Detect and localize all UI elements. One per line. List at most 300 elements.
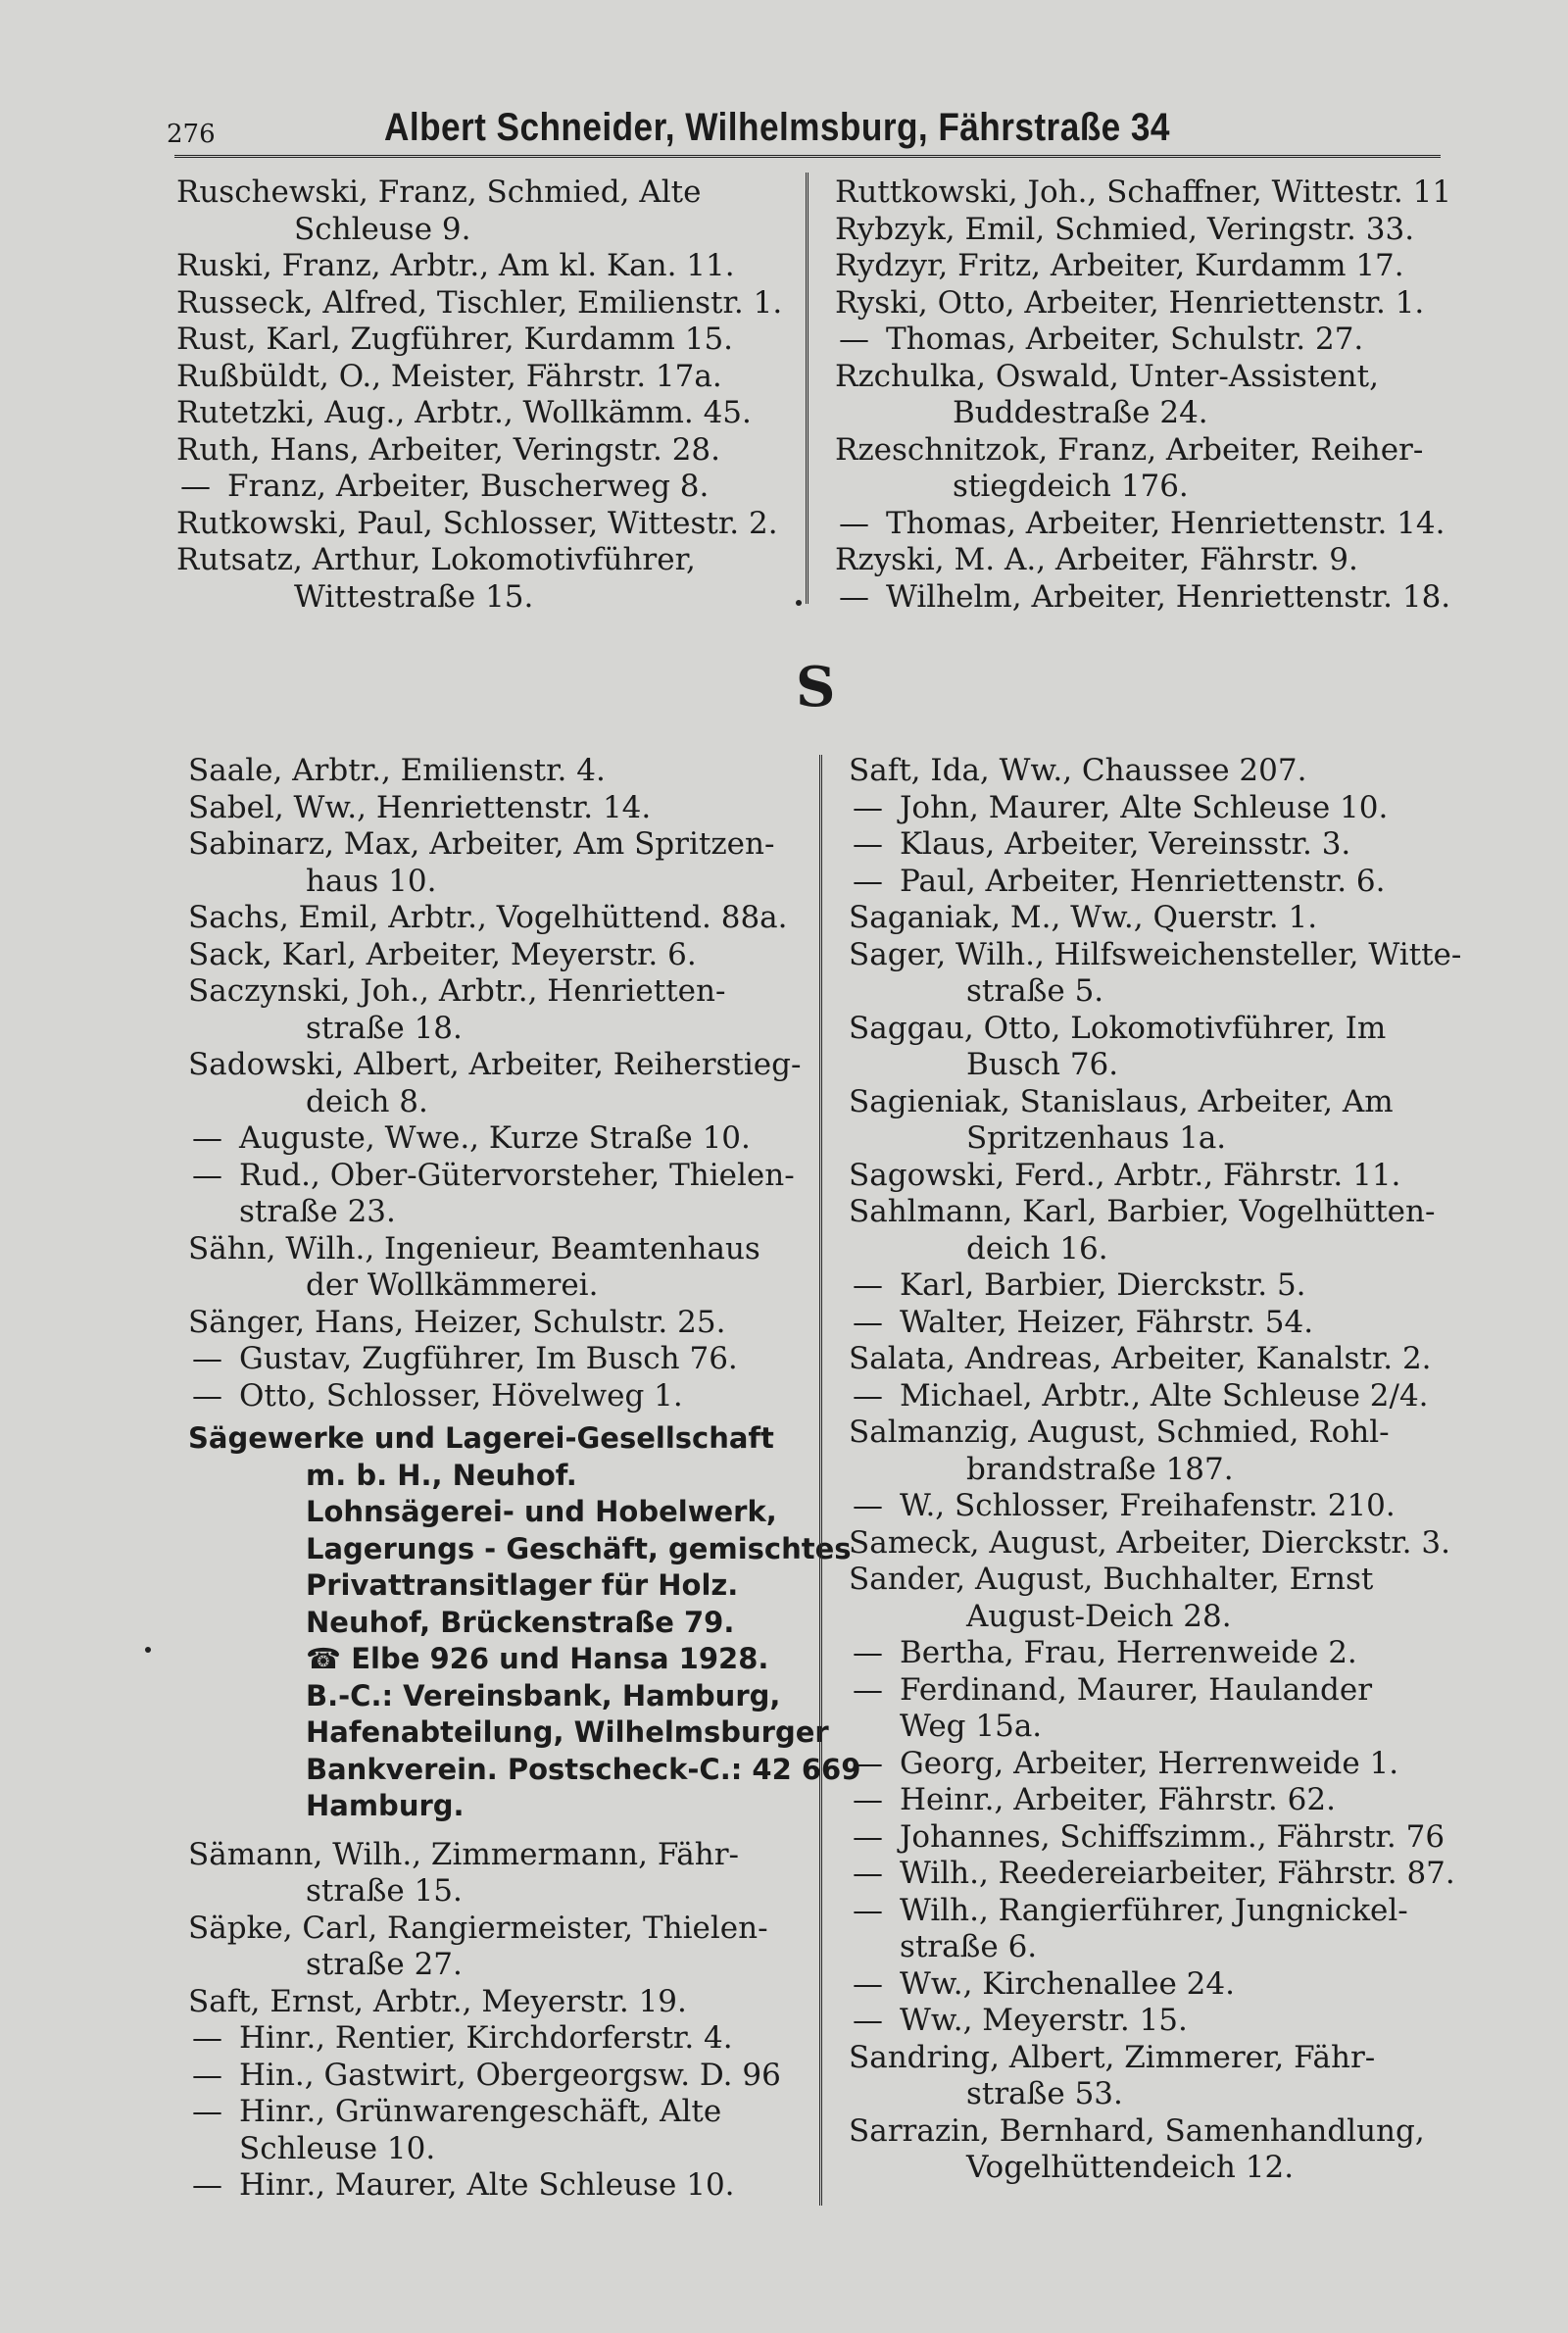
directory-entry <box>849 1893 1476 1966</box>
entry-line <box>849 2113 1476 2151</box>
directory-entry <box>176 395 804 432</box>
ditto-dash: — <box>839 322 869 357</box>
directory-entry <box>188 1341 815 1378</box>
ditto-dash: — <box>853 1377 883 1414</box>
directory-entry <box>849 1194 1476 1267</box>
directory-entry <box>849 1856 1476 1893</box>
ditto-dash: — <box>853 1856 883 1891</box>
entry-text: Johannes, Schiffszimm., Fährstr. 76 <box>900 1818 1446 1855</box>
directory-entry <box>835 359 1462 432</box>
entry-text: Sandring, Albert, Zimmerer, Fähr- <box>849 2039 1376 2075</box>
directory-entry <box>849 1305 1476 1342</box>
margin-dot <box>145 1647 151 1653</box>
firm-line: Privattransitlager für Holz. <box>306 1568 739 1602</box>
entry-continuation <box>188 1084 815 1121</box>
entry-text: Säpke, Carl, Rangiermeister, Thielen- <box>188 1910 768 1946</box>
entry-text: deich 16. <box>966 1230 1108 1266</box>
entry-text: Ryski, Otto, Arbeiter, Henriettenstr. 1. <box>835 284 1425 321</box>
entry-text: straße 5. <box>966 973 1104 1009</box>
entry-line <box>853 1856 1476 1893</box>
entry-text: Wilhelm, Arbeiter, Henriettenstr. 18. <box>886 578 1451 615</box>
directory-entry <box>188 1378 815 1415</box>
entry-line <box>192 2020 815 2058</box>
entry-line <box>849 1525 1476 1563</box>
entry-line <box>176 506 804 543</box>
entry-continuation <box>176 212 804 249</box>
entry-text: Saale, Arbtr., Emilienstr. 4. <box>188 753 606 788</box>
ditto-dash: — <box>839 578 869 615</box>
entry-line <box>849 2040 1476 2077</box>
entry-continuation <box>849 1231 1476 1268</box>
entry-text: W., Schlosser, Freihafenstr. 210. <box>900 1488 1396 1523</box>
entry-text: Busch 76. <box>966 1047 1119 1082</box>
directory-entry <box>188 1047 815 1120</box>
entry-line <box>849 1194 1476 1231</box>
entry-line <box>192 2167 815 2205</box>
directory-entry <box>835 506 1462 543</box>
entry-text: Walter, Heizer, Fährstr. 54. <box>900 1304 1314 1340</box>
entry-text: Saft, Ernst, Arbtr., Meyerstr. 19. <box>188 1983 687 2019</box>
entry-line <box>849 1341 1476 1378</box>
entry-continuation <box>239 1194 815 1231</box>
entry-text: Rzchulka, Oswald, Unter-Assistent, <box>835 358 1379 394</box>
entry-text: Saft, Ida, Ww., Chaussee 207. <box>849 753 1307 788</box>
entry-text: stiegdeich 176. <box>953 469 1189 504</box>
directory-entry <box>835 285 1462 323</box>
directory-entry <box>188 1158 815 1231</box>
entry-line <box>853 789 1476 827</box>
page-number: 276 <box>167 120 216 149</box>
section-letter: S <box>796 655 836 720</box>
entry-line <box>192 1341 815 1378</box>
entry-line <box>176 248 804 285</box>
entry-line <box>188 826 815 864</box>
entry-text: Rud., Ober-Gütervorsteher, Thielen- <box>239 1157 795 1193</box>
entry-line <box>835 212 1462 249</box>
firm-line: Hamburg. <box>306 1789 465 1822</box>
entry-text: Weg 15a. <box>900 1709 1043 1744</box>
entry-text: Michael, Arbtr., Alte Schleuse 2/4. <box>900 1377 1429 1414</box>
header-rule <box>174 155 1441 158</box>
entry-text: Rust, Karl, Zugführer, Kurdamm 15. <box>176 322 734 357</box>
ditto-dash: — <box>853 1635 883 1670</box>
entry-text: Ruttkowski, Joh., Schaffner, Wittestr. 11 <box>835 174 1452 210</box>
ditto-dash: — <box>853 1818 883 1855</box>
entry-text: straße 15. <box>306 1873 463 1909</box>
directory-entry <box>835 579 1462 617</box>
ditto-dash: — <box>853 826 883 862</box>
entry-text: Rutetzki, Aug., Arbtr., Wollkämm. 45. <box>176 395 752 430</box>
entry-continuation <box>849 1120 1476 1158</box>
ditto-dash: — <box>192 2094 222 2129</box>
directory-entry <box>176 432 804 470</box>
entry-text: Sack, Karl, Arbeiter, Meyerstr. 6. <box>188 936 697 972</box>
ditto-dash: — <box>853 1267 883 1303</box>
directory-entry <box>188 790 815 827</box>
entry-line <box>853 1267 1476 1305</box>
entry-text: Rutsatz, Arthur, Lokomotivführer, <box>176 542 696 577</box>
entry-text: Saczynski, Joh., Arbtr., Henrietten- <box>188 973 726 1009</box>
entry-line <box>835 248 1462 285</box>
ditto-dash: — <box>853 1488 883 1523</box>
directory-entry <box>188 1911 815 1984</box>
entry-text: Ww., Kirchenallee 24. <box>900 1965 1235 2002</box>
entries-top-left <box>176 174 804 616</box>
ditto-dash: — <box>853 863 883 899</box>
entry-line <box>176 395 804 432</box>
entries-top-right <box>835 174 1462 616</box>
firm-advert <box>188 1420 861 1825</box>
directory-entry <box>849 1562 1476 1635</box>
entry-text: Ruski, Franz, Arbtr., Am kl. Kan. 11. <box>176 248 735 283</box>
entry-line <box>853 1304 1476 1342</box>
entry-text: Wilh., Reedereiarbeiter, Fährstr. 87. <box>900 1856 1455 1891</box>
entry-text: Rzyski, M. A., Arbeiter, Fährstr. 9. <box>835 542 1358 577</box>
entry-text: Ruschewski, Franz, Schmied, Alte <box>176 174 702 210</box>
column-divider-bottom <box>819 755 822 2206</box>
entry-text: Sabel, Ww., Henriettenstr. 14. <box>188 789 652 825</box>
ditto-dash: — <box>192 1157 222 1193</box>
ditto-dash: — <box>192 1377 222 1414</box>
directory-entry <box>188 937 815 974</box>
entry-text: Sadowski, Albert, Arbeiter, Reiherstieg- <box>188 1047 802 1082</box>
entry-continuation <box>188 1873 815 1911</box>
entry-text: Vogelhüttendeich 12. <box>966 2150 1295 2185</box>
page-title: Albert Schneider, Wilhelmsburg, Fährstraße 34 <box>384 106 1170 149</box>
entry-text: Gustav, Zugführer, Im Busch 76. <box>239 1341 738 1376</box>
entry-text: Sachs, Emil, Arbtr., Vogelhüttend. 88a. <box>188 900 788 935</box>
entry-line <box>839 505 1462 543</box>
entry-continuation <box>900 1709 1476 1746</box>
directory-entry <box>849 1084 1476 1158</box>
directory-entry <box>849 1378 1476 1415</box>
directory-entry <box>849 790 1476 827</box>
directory-entry <box>849 2003 1476 2040</box>
entry-text: Rybzyk, Emil, Schmied, Veringstr. 33. <box>835 211 1415 247</box>
entry-line <box>176 542 804 579</box>
ditto-dash: — <box>853 1782 883 1817</box>
entry-text: Auguste, Wwe., Kurze Straße 10. <box>239 1120 751 1156</box>
entry-line <box>849 937 1476 974</box>
entry-line <box>176 432 804 470</box>
directory-entry <box>849 1415 1476 1488</box>
entry-line <box>835 285 1462 323</box>
entry-text: straße 18. <box>306 1010 463 1046</box>
entry-line <box>188 1047 815 1084</box>
entries-bottom-left-b <box>188 1837 815 2205</box>
entries-bottom-left <box>188 753 861 2205</box>
entry-text: straße 6. <box>900 1929 1038 1964</box>
entry-text: August-Deich 28. <box>966 1598 1232 1634</box>
entry-text: Sagieniak, Stanislaus, Arbeiter, Am <box>849 1083 1394 1119</box>
directory-entry <box>188 973 815 1047</box>
directory-entry <box>188 2020 815 2058</box>
directory-entry <box>176 542 804 616</box>
entry-continuation <box>835 469 1462 506</box>
entry-line <box>188 973 815 1011</box>
firm-line: Neuhof, Brückenstraße 79. <box>306 1605 735 1639</box>
entry-continuation <box>176 579 804 617</box>
entry-text: Salata, Andreas, Arbeiter, Kanalstr. 2. <box>849 1341 1432 1376</box>
entry-continuation <box>849 1599 1476 1636</box>
directory-entry <box>176 469 804 506</box>
entry-line <box>188 937 815 974</box>
entries-bottom-right <box>849 753 1476 2187</box>
directory-entry <box>176 248 804 285</box>
ditto-dash: — <box>853 1304 883 1340</box>
entry-text: straße 27. <box>306 1947 463 1982</box>
entry-text: haus 10. <box>306 863 437 899</box>
entry-line <box>853 1965 1476 2004</box>
directory-entry <box>188 1984 815 2021</box>
directory-entry <box>188 2167 815 2205</box>
entry-line <box>188 1984 815 2021</box>
directory-entry <box>835 322 1462 359</box>
entry-text: Ruth, Hans, Arbeiter, Veringstr. 28. <box>176 431 720 468</box>
entry-line <box>853 863 1476 901</box>
entry-text: Saggau, Otto, Lokomotivführer, Im <box>849 1010 1387 1046</box>
entry-text: Spritzenhaus 1a. <box>966 1120 1227 1156</box>
entry-line <box>849 1084 1476 1121</box>
entry-line <box>176 322 804 359</box>
directory-entry <box>188 826 815 900</box>
entry-line <box>839 322 1462 359</box>
entry-text: Sahlmann, Karl, Barbier, Vogelhütten- <box>849 1194 1436 1229</box>
entry-line <box>849 753 1476 790</box>
directory-entry <box>849 1011 1476 1084</box>
directory-entry <box>849 1746 1476 1783</box>
entry-line <box>853 2003 1476 2040</box>
directory-entry <box>849 1966 1476 2004</box>
ditto-dash: — <box>192 1341 222 1376</box>
directory-entry <box>188 900 815 937</box>
directory-entry <box>188 753 815 790</box>
entry-continuation <box>849 973 1476 1011</box>
column-divider-top <box>806 173 808 604</box>
entry-text: Karl, Barbier, Dierckstr. 5. <box>900 1267 1306 1303</box>
directory-entry <box>188 1305 815 1342</box>
directory-entry <box>188 1120 815 1158</box>
entry-text: Sämann, Wilh., Zimmermann, Fähr- <box>188 1836 739 1872</box>
firm-line: Hafenabteilung, Wilhelmsburger <box>306 1715 829 1749</box>
entry-line <box>176 285 804 323</box>
entry-continuation <box>188 864 815 901</box>
directory-entry <box>835 212 1462 249</box>
entry-line <box>188 753 815 790</box>
entry-text: Salmanzig, August, Schmied, Rohl- <box>849 1415 1390 1450</box>
entry-continuation <box>835 395 1462 432</box>
entry-text: straße 53. <box>966 2076 1123 2111</box>
entry-continuation <box>900 1929 1476 1966</box>
directory-entry <box>849 2113 1476 2187</box>
entry-text: Sabinarz, Max, Arbeiter, Am Spritzen- <box>188 826 775 862</box>
entry-line <box>853 1377 1476 1415</box>
directory-entry <box>835 248 1462 285</box>
entry-text: Hinr., Rentier, Kirchdorferstr. 4. <box>239 2020 733 2056</box>
entry-text: Heinr., Arbeiter, Fährstr. 62. <box>900 1782 1336 1817</box>
directory-entry <box>835 174 1462 212</box>
entry-line <box>188 1305 815 1342</box>
directory-entry <box>835 542 1462 579</box>
ditto-dash: — <box>192 2020 222 2056</box>
entry-line <box>188 1911 815 1948</box>
entry-continuation <box>849 2150 1476 2187</box>
entry-text: Sagowski, Ferd., Arbtr., Fährstr. 11. <box>849 1157 1401 1193</box>
entry-text: Klaus, Arbeiter, Vereinsstr. 3. <box>900 826 1351 862</box>
entry-line <box>853 1818 1476 1857</box>
entry-line <box>835 432 1462 470</box>
entry-line <box>853 1745 1476 1783</box>
entry-line <box>176 174 804 212</box>
entry-text: deich 8. <box>306 1083 428 1119</box>
ditto-dash: — <box>853 1965 883 2002</box>
directory-entry <box>176 174 804 248</box>
directory-entry <box>176 359 804 396</box>
entry-line <box>192 1120 815 1158</box>
ditto-dash: — <box>853 789 883 825</box>
entry-text: Georg, Arbeiter, Herrenweide 1. <box>900 1745 1399 1781</box>
directory-entry <box>849 1782 1476 1819</box>
entry-continuation <box>849 1452 1476 1489</box>
entry-text: Schleuse 10. <box>239 2130 436 2166</box>
directory-entry <box>849 1158 1476 1195</box>
entry-text: Franz, Arbeiter, Buscherweg 8. <box>227 469 710 504</box>
entry-text: Wittestraße 15. <box>294 578 534 615</box>
entry-text: John, Maurer, Alte Schleuse 10. <box>900 789 1389 825</box>
entry-continuation <box>188 1267 815 1305</box>
entry-continuation <box>849 2076 1476 2113</box>
entries-bottom-left-a <box>188 753 815 1415</box>
entry-text: Sänger, Hans, Heizer, Schulstr. 25. <box>188 1304 726 1340</box>
entry-line <box>192 2057 815 2095</box>
directory-entry <box>849 900 1476 937</box>
directory-entry <box>835 432 1462 506</box>
entry-text: Otto, Schlosser, Hövelweg 1. <box>239 1377 683 1414</box>
directory-entry <box>849 864 1476 901</box>
directory-entry <box>849 2040 1476 2113</box>
directory-entry <box>176 322 804 359</box>
entry-text: Hinr., Grünwarengeschäft, Alte <box>239 2094 722 2129</box>
entry-text: Buddestraße 24. <box>953 395 1208 430</box>
entry-line <box>188 1231 815 1268</box>
entry-text: Ww., Meyerstr. 15. <box>900 2003 1188 2038</box>
entry-line <box>849 900 1476 937</box>
entry-text: Schleuse 9. <box>294 211 471 247</box>
entry-line <box>192 2094 815 2131</box>
directory-entry <box>849 826 1476 864</box>
margin-dot <box>796 600 802 606</box>
entry-continuation <box>239 2131 815 2168</box>
entry-text: Sarrazin, Bernhard, Samenhandlung, <box>849 2112 1425 2149</box>
entry-text: Rutkowski, Paul, Schlosser, Wittestr. 2. <box>176 505 778 541</box>
entry-line <box>853 1782 1476 1819</box>
entry-text: Rydzyr, Fritz, Arbeiter, Kurdamm 17. <box>835 248 1404 283</box>
entry-line <box>180 469 804 506</box>
entry-continuation <box>849 1047 1476 1084</box>
entry-text: Thomas, Arbeiter, Schulstr. 27. <box>886 322 1364 357</box>
entry-line <box>835 542 1462 579</box>
entry-line <box>188 900 815 937</box>
directory-entry <box>188 1231 815 1305</box>
directory-entry <box>176 285 804 323</box>
directory-entry <box>849 1488 1476 1525</box>
entry-text: Ferdinand, Maurer, Haulander <box>900 1671 1373 1708</box>
entry-line <box>853 1635 1476 1672</box>
directory-entry <box>849 1672 1476 1746</box>
entry-line <box>835 359 1462 396</box>
directory-entry <box>849 1819 1476 1857</box>
entry-line <box>839 578 1462 617</box>
entry-text: Sähn, Wilh., Ingenieur, Beamtenhaus <box>188 1230 760 1266</box>
ditto-dash: — <box>192 1120 222 1156</box>
entry-text: straße 23. <box>239 1194 396 1229</box>
firm-line: Lohnsägerei- und Hobelwerk, <box>306 1495 777 1528</box>
directory-entry <box>849 1635 1476 1672</box>
entry-continuation <box>188 1011 815 1048</box>
entry-line <box>849 1011 1476 1048</box>
directory-entry <box>849 937 1476 1011</box>
firm-line: Bankverein. Postscheck-C.: 42 669 <box>306 1752 861 1786</box>
firm-line: m. b. H., Neuhof. <box>306 1458 577 1492</box>
firm-line: Lagerungs - Geschäft, gemischtes <box>306 1531 852 1565</box>
ditto-dash: — <box>839 505 869 541</box>
entry-line <box>853 1892 1476 1930</box>
directory-entry <box>849 1525 1476 1563</box>
entry-line <box>192 1377 815 1415</box>
entry-text: Rußbüldt, O., Meister, Fährstr. 17a. <box>176 358 722 394</box>
entry-line <box>853 1671 1476 1710</box>
ditto-dash: — <box>853 1892 883 1928</box>
entry-text: Paul, Arbeiter, Henriettenstr. 6. <box>900 863 1386 899</box>
entry-text: Sager, Wilh., Hilfsweichensteller, Witte- <box>849 936 1462 972</box>
entry-text: Russeck, Alfred, Tischler, Emilienstr. 1. <box>176 284 783 321</box>
entry-text: Wilh., Rangierführer, Jungnickel- <box>900 1892 1408 1928</box>
entry-line <box>853 1488 1476 1525</box>
entry-text: Thomas, Arbeiter, Henriettenstr. 14. <box>886 505 1446 541</box>
directory-entry <box>188 1837 815 1911</box>
entry-line <box>188 1837 815 1874</box>
entry-text: Bertha, Frau, Herrenweide 2. <box>900 1635 1357 1670</box>
entry-text: Hinr., Maurer, Alte Schleuse 10. <box>239 2167 735 2203</box>
entry-text: Hin., Gastwirt, Obergeorgsw. D. 96 <box>239 2057 781 2093</box>
entry-text: Sameck, August, Arbeiter, Dierckstr. 3. <box>849 1524 1450 1561</box>
entry-continuation <box>188 1947 815 1984</box>
directory-entry <box>188 2094 815 2167</box>
directory-entry <box>188 2058 815 2095</box>
directory-entry <box>176 506 804 543</box>
entry-text: Sander, August, Buchhalter, Ernst <box>849 1562 1374 1597</box>
entry-line <box>192 1157 815 1195</box>
directory-entry <box>849 1341 1476 1378</box>
ditto-dash: — <box>192 2057 222 2093</box>
entry-line <box>853 826 1476 864</box>
entry-text: Saganiak, M., Ww., Querstr. 1. <box>849 900 1318 935</box>
entry-line <box>849 1415 1476 1452</box>
ditto-dash: — <box>853 1745 883 1781</box>
entry-line <box>849 1562 1476 1599</box>
entry-text: brandstraße 187. <box>966 1451 1234 1487</box>
ditto-dash: — <box>180 469 211 504</box>
ditto-dash: — <box>192 2167 222 2203</box>
entry-line <box>849 1158 1476 1195</box>
entry-text: Rzeschnitzok, Franz, Arbeiter, Reiher- <box>835 431 1424 468</box>
entry-line <box>176 359 804 396</box>
firm-line: B.-C.: Vereinsbank, Hamburg, <box>306 1678 781 1713</box>
entry-text: der Wollkämmerei. <box>306 1267 599 1303</box>
ditto-dash: — <box>853 1671 883 1708</box>
firm-line: Sägewerke und Lagerei-Gesellschaft <box>188 1421 774 1455</box>
entry-line <box>835 174 1462 212</box>
